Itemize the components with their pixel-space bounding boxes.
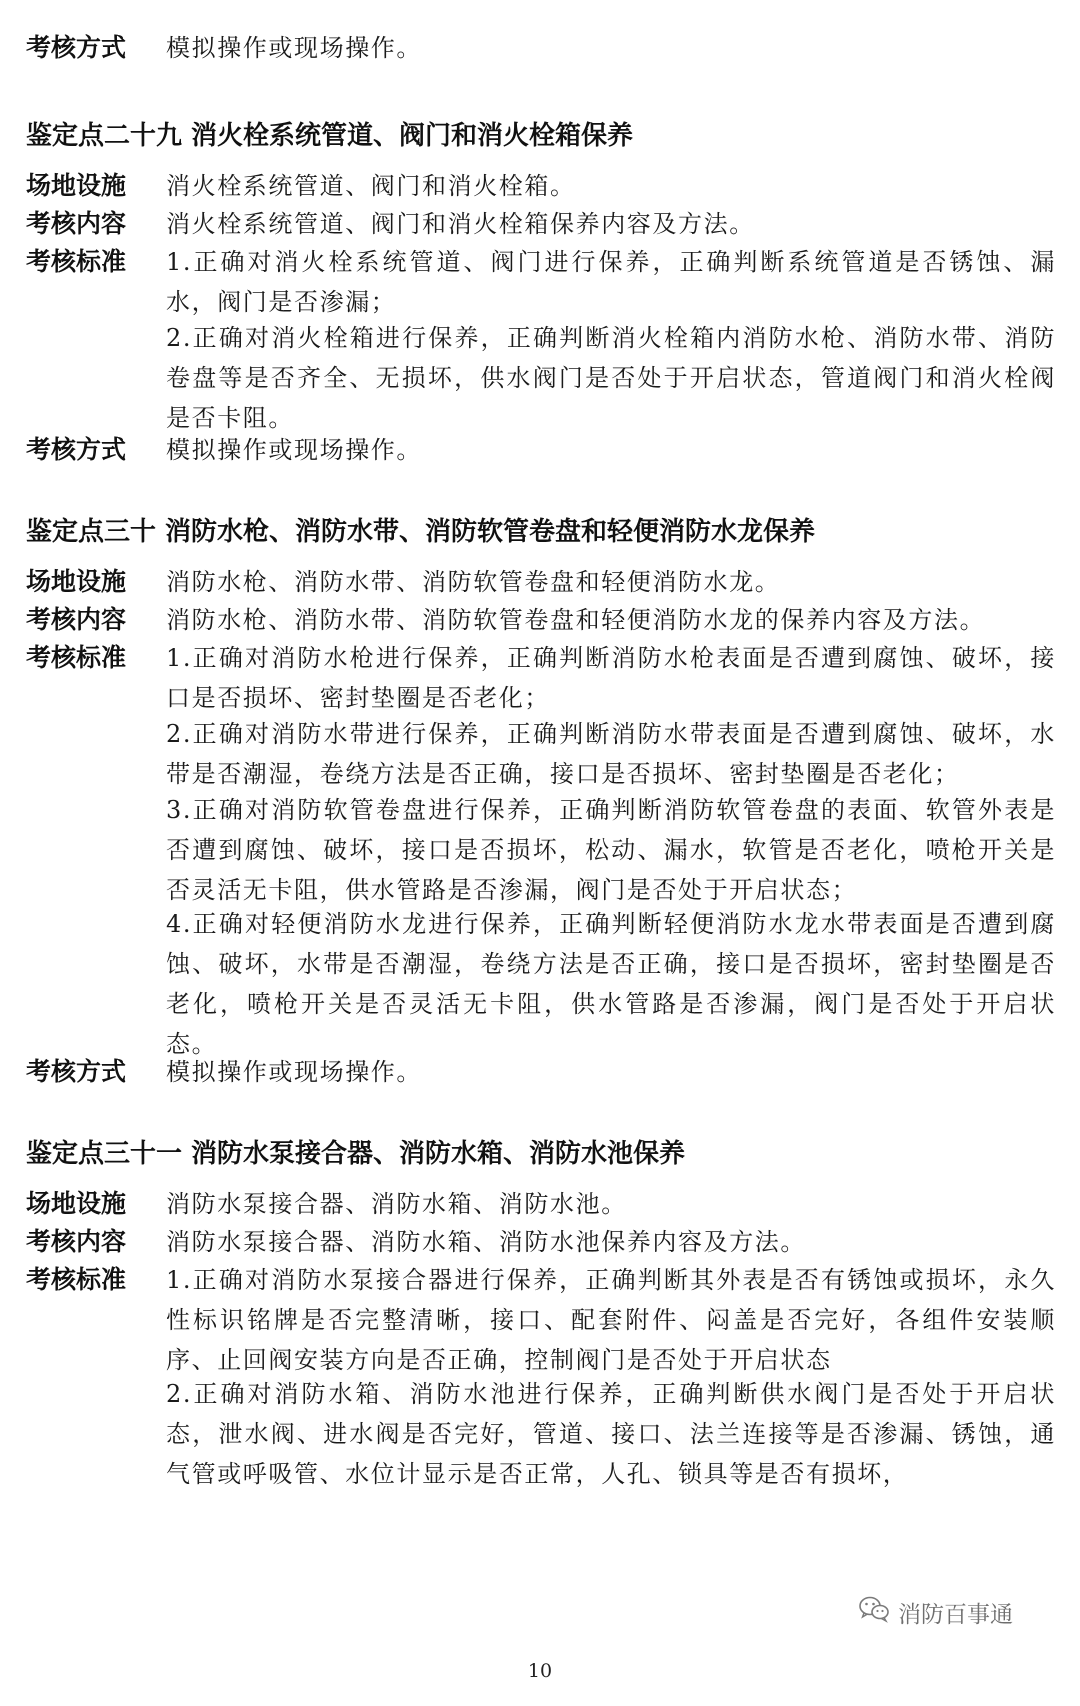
method-text: 模拟操作或现场操作。: [166, 436, 422, 464]
method-label: 考核方式: [26, 33, 127, 62]
method-label: 考核方式: [26, 1057, 127, 1086]
standard-label: 考核标准: [26, 1265, 127, 1294]
watermark-text: 消防百事通: [898, 1601, 1013, 1628]
facility-text: 消防水泵接合器、消防水箱、消防水池。: [166, 1190, 627, 1218]
content-label: 考核内容: [26, 209, 127, 238]
standard-item-text: 2.正确对消防水带进行保养，正确判断消防水带表面是否遭到腐蚀、破坏，水带是否潮湿，卷绕方法是否正确，接口是否损坏、密封垫圈是否老化；: [166, 720, 1056, 788]
method-label: 考核方式: [26, 435, 127, 464]
watermark: [858, 1594, 1013, 1630]
content-text: 消防水枪、消防水带、消防软管卷盘和轻便消防水龙的保养内容及方法。: [166, 606, 986, 634]
method-text: 模拟操作或现场操作。: [166, 34, 422, 62]
method-text: 模拟操作或现场操作。: [166, 1058, 422, 1086]
standard-item-text: 1.正确对消防水枪进行保养，正确判断消防水枪表面是否遭到腐蚀、破坏，接口是否损坏、密封垫圈是否老化；: [166, 644, 1056, 712]
section-heading-30: 鉴定点三十 消防水枪、消防水带、消防软管卷盘和轻便消防水龙保养: [26, 517, 816, 547]
standard-label: 考核标准: [26, 247, 127, 276]
standard-item-text: 1.正确对消防水泵接合器进行保养，正确判断其外表是否有锈蚀或损坏，永久性标识铭牌是否完整清晰，接口、配套附件、闷盖是否完好，各组件安装顺序、止回阀安装方向是否正确，控制阀门是否处于开启状态: [166, 1266, 1056, 1374]
content-label: 考核内容: [26, 1227, 127, 1256]
facility-text: 消火栓系统管道、阀门和消火栓箱。: [166, 172, 576, 200]
standard-item-text: 1.正确对消火栓系统管道、阀门进行保养，正确判断系统管道是否锈蚀、漏水，阀门是否渗漏；: [166, 248, 1056, 316]
standard-item-text: 2.正确对消火栓箱进行保养，正确判断消火栓箱内消防水枪、消防水带、消防卷盘等是否齐全、无损坏，供水阀门是否处于开启状态，管道阀门和消火栓阀是否卡阻。: [166, 324, 1056, 432]
wechat-icon: [858, 1595, 890, 1629]
content-label: 考核内容: [26, 605, 127, 634]
facility-text: 消防水枪、消防水带、消防软管卷盘和轻便消防水龙。: [166, 568, 781, 596]
content-text: 消火栓系统管道、阀门和消火栓箱保养内容及方法。: [166, 210, 755, 238]
section-heading-31: 鉴定点三十一 消防水泵接合器、消防水箱、消防水池保养: [26, 1139, 686, 1169]
facility-label: 场地设施: [26, 171, 127, 200]
standard-label: 考核标准: [26, 643, 127, 672]
facility-label: 场地设施: [26, 567, 127, 596]
standard-item-text: 4.正确对轻便消防水龙进行保养，正确判断轻便消防水龙水带表面是否遭到腐蚀、破坏，水带是否潮湿，卷绕方法是否正确，接口是否损坏，密封垫圈是否老化，喷枪开关是否灵活无卡阻，供水管路是否渗漏，阀门是否处于开启状态。: [166, 910, 1056, 1058]
facility-label: 场地设施: [26, 1189, 127, 1218]
section-heading-29: 鉴定点二十九 消火栓系统管道、阀门和消火栓箱保养: [26, 121, 634, 151]
content-text: 消防水泵接合器、消防水箱、消防水池保养内容及方法。: [166, 1228, 806, 1256]
standard-item-text: 3.正确对消防软管卷盘进行保养，正确判断消防软管卷盘的表面、软管外表是否遭到腐蚀、破坏，接口是否损坏，松动、漏水，软管是否老化，喷枪开关是否灵活无卡阻，供水管路是否渗漏，阀门是否处于开启状态；: [166, 796, 1056, 904]
page-number: 10: [527, 1660, 553, 1682]
standard-item-text: 2.正确对消防水箱、消防水池进行保养，正确判断供水阀门是否处于开启状态，泄水阀、进水阀是否完好，管道、接口、法兰连接等是否渗漏、锈蚀，通气管或呼吸管、水位计显示是否正常，人孔、锁具等是否有损坏，: [166, 1380, 1056, 1488]
